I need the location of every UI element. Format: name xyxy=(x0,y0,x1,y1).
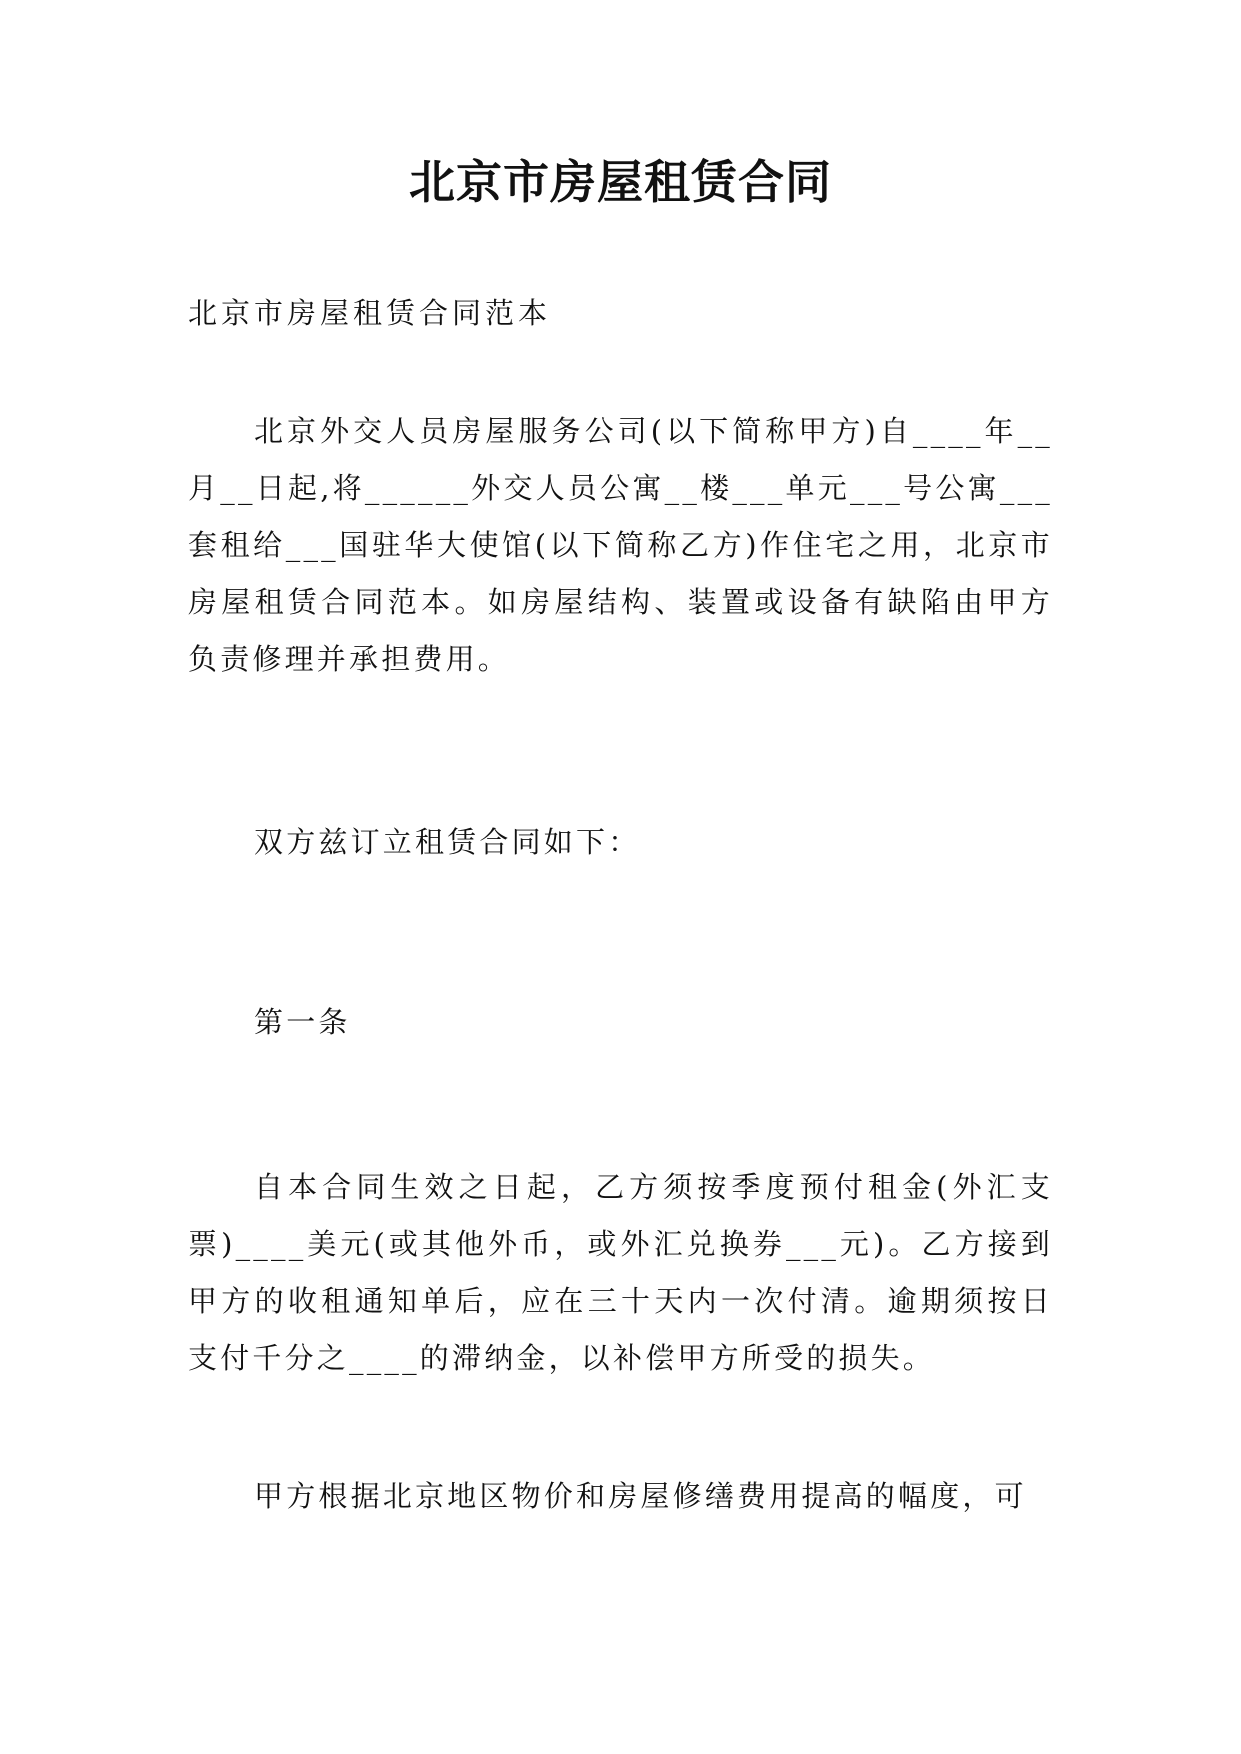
paragraph-lease-intro: 北京外交人员房屋服务公司(以下简称甲方)自____年__月__日起,将______外交人员公寓__楼___单元___号公寓___套租给___国驻华大使馆(以下简称乙方)作住宅之用，北京市房屋租赁合同范本。如房屋结构、装置或设备有缺陷由甲方负责修理并承担费用。 xyxy=(188,414,1053,676)
paragraph-rent-adjustment: 甲方根据北京地区物价和房屋修缮费用提高的幅度，可 xyxy=(254,1479,1027,1513)
document-title: 北京市房屋租赁合同 xyxy=(409,155,832,209)
document-subtitle: 北京市房屋租赁合同范本 xyxy=(188,296,552,330)
paragraph-rent-payment: 自本合同生效之日起，乙方须按季度预付租金(外汇支票)____美元(或其他外币，或外汇兑换券___元)。乙方接到甲方的收租通知单后，应在三十天内一次付清。逾期须按日支付千分之____的滞纳金，以补偿甲方所受的损失。 xyxy=(188,1170,1053,1375)
article-heading: 第一条 xyxy=(254,1005,351,1039)
paragraph-agreement-statement: 双方兹订立租赁合同如下： xyxy=(254,825,641,859)
